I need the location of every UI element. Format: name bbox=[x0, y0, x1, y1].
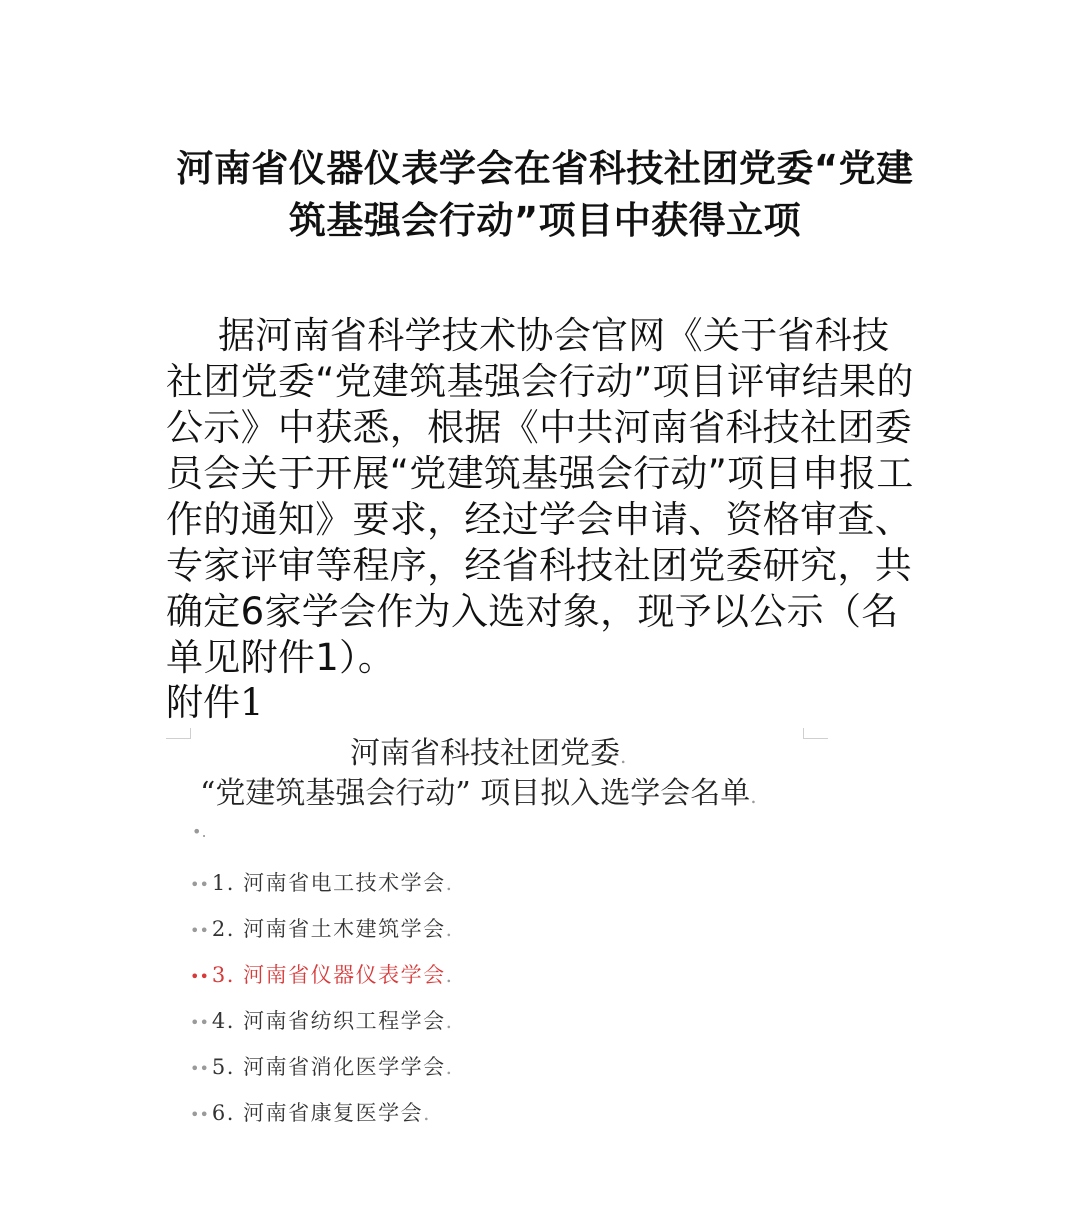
list-item: •• 2. 河南省土木建筑学会. bbox=[190, 917, 454, 941]
list-item-text: 1. 河南省电工技术学会 bbox=[211, 871, 446, 895]
attachment-title-2-text: “党建筑基强会行动” 项目拟入选学会名单 bbox=[200, 776, 751, 811]
list-item-highlighted: •• 3. 河南省仪器仪表学会. bbox=[190, 963, 454, 987]
crop-mark-right bbox=[803, 728, 828, 739]
title-line-2: 筑基强会行动”项目中获得立项 bbox=[288, 199, 802, 242]
list-item-text: 5. 河南省消化医学学会 bbox=[211, 1055, 446, 1079]
attachment-label: 附件1 bbox=[166, 681, 264, 724]
crop-mark-left bbox=[166, 728, 191, 739]
empty-list-bullet: •. bbox=[192, 822, 207, 841]
list-item-text: 2. 河南省土木建筑学会 bbox=[211, 917, 446, 941]
title-line-1: 河南省仪器仪表学会在省科技社团党委“党建 bbox=[176, 147, 914, 190]
list-item: •• 6. 河南省康复医学会. bbox=[190, 1101, 431, 1125]
attachment-title-line-1: 河南省科技社团党委. bbox=[350, 736, 627, 771]
list-item-text: 3. 河南省仪器仪表学会 bbox=[211, 963, 446, 987]
list-item: •• 5. 河南省消化医学学会. bbox=[190, 1055, 454, 1079]
body-paragraph bbox=[166, 313, 926, 681]
document-title bbox=[150, 143, 940, 247]
list-item: •• 1. 河南省电工技术学会. bbox=[190, 871, 454, 895]
list-item-text: 6. 河南省康复医学会 bbox=[211, 1101, 424, 1125]
list-item: •• 4. 河南省纺织工程学会. bbox=[190, 1009, 454, 1033]
attachment-title-line-2: “党建筑基强会行动” 项目拟入选学会名单. bbox=[200, 776, 757, 811]
society-list bbox=[190, 868, 453, 1144]
list-item-text: 4. 河南省纺织工程学会 bbox=[211, 1009, 446, 1033]
paragraph-text: 据河南省科学技术协会官网《关于省科技社团党委“党建筑基强会行动”项目评审结果的公示》中获悉，根据《中共河南省科技社团委员会关于开展“党建筑基强会行动”项目申报工作的通知》要求，经过学会申请、资格审查、专家评审等程序，经省科技社团党委研究，共确定6家学会作为入选对象，现予以公示（名单见附件1）。 bbox=[166, 314, 914, 679]
attachment-title-1-text: 河南省科技社团党委 bbox=[350, 736, 620, 771]
